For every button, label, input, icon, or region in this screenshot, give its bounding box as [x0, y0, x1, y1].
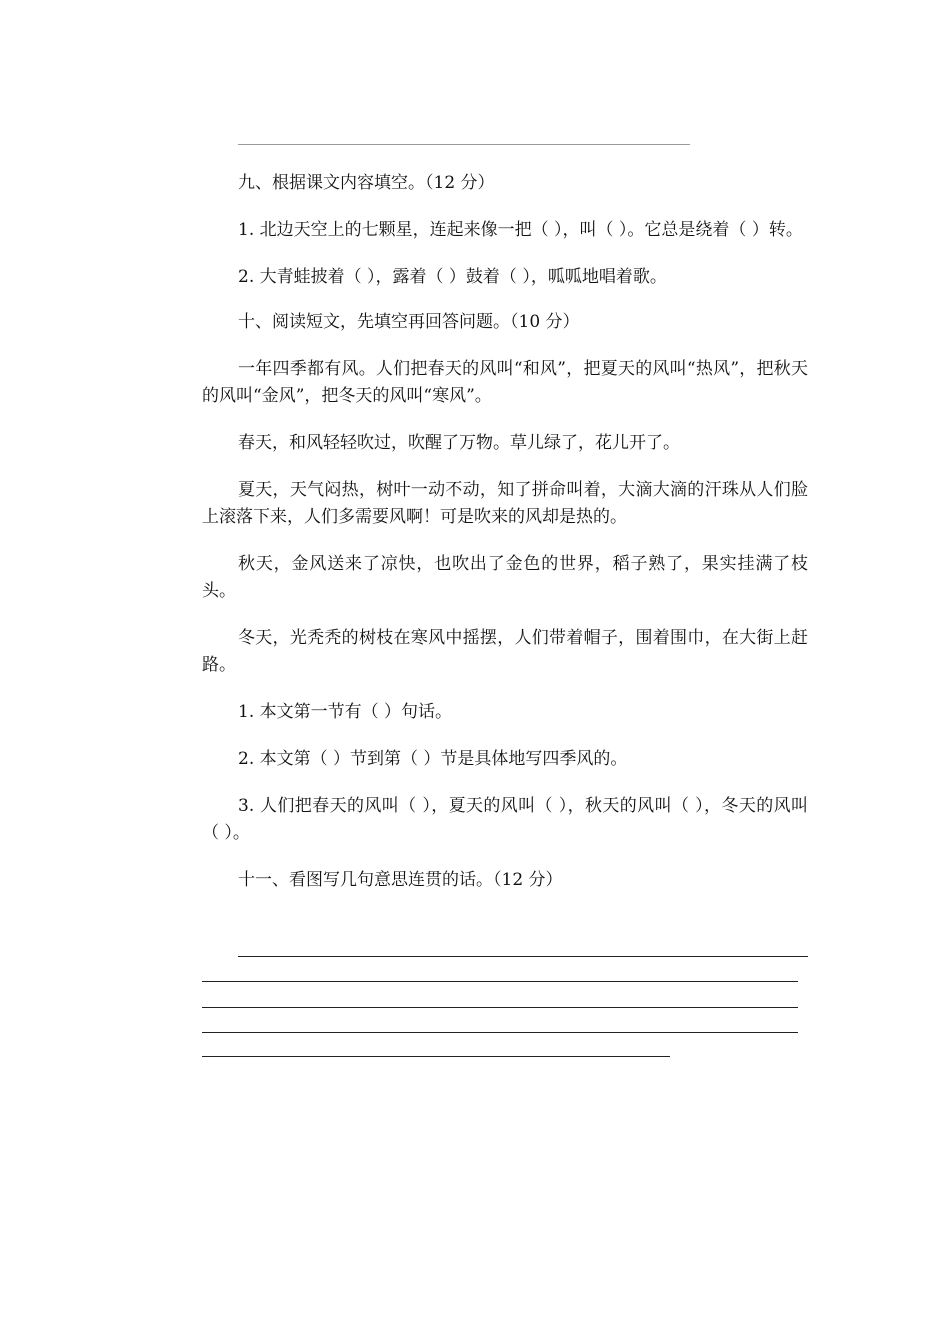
- writing-line: [202, 1032, 798, 1033]
- writing-line: [238, 956, 808, 957]
- section10-question-1: 1. 本文第一节有（ ）句话。: [238, 702, 453, 722]
- writing-line: [202, 981, 798, 982]
- section10-question-2: 2. 本文第（ ）节到第（ ）节是具体地写四季风的。: [238, 749, 628, 769]
- writing-line: [202, 1056, 670, 1057]
- writing-line: [202, 1007, 798, 1008]
- section10-question-3: 3. 人们把春天的风叫（ ），夏天的风叫（ ），秋天的风叫（ ），冬天的风叫（ ）。: [202, 796, 808, 843]
- section10-title: 十、阅读短文，先填空再回答问题。（10 分）: [238, 312, 580, 332]
- passage-paragraph-2: 春天，和风轻轻吹过，吹醒了万物。草儿绿了，花儿开了。: [238, 433, 680, 453]
- passage-paragraph-5: 冬天，光秃秃的树枝在寒风中摇摆，人们带着帽子，围着围巾，在大街上赶路。: [202, 628, 808, 675]
- section9-question-2: 2. 大青蛙披着（ ），露着（ ）鼓着（ ），呱呱地唱着歌。: [238, 267, 667, 287]
- passage-paragraph-3: 夏天，天气闷热，树叶一动不动，知了拼命叫着，大滴大滴的汗珠从人们脸上滚落下来，人们多需要风啊！可是吹来的风却是热的。: [202, 480, 808, 527]
- exam-content: [202, 170, 808, 894]
- section9-question-1: 1. 北边天空上的七颗星，连起来像一把（ ），叫（ ）。它总是绕着（ ）转。: [238, 220, 803, 240]
- header-rule: [238, 144, 690, 145]
- section11-title: 十一、看图写几句意思连贯的话。（12 分）: [238, 870, 563, 890]
- section9-title: 九、根据课文内容填空。（12 分）: [238, 173, 495, 193]
- passage-paragraph-4: 秋天，金风送来了凉快，也吹出了金色的世界，稻子熟了，果实挂满了枝头。: [202, 554, 808, 601]
- passage-paragraph-1: 一年四季都有风。人们把春天的风叫“和风”，把夏天的风叫“热风”，把秋天的风叫“金风”，把冬天的风叫“寒风”。: [202, 359, 808, 406]
